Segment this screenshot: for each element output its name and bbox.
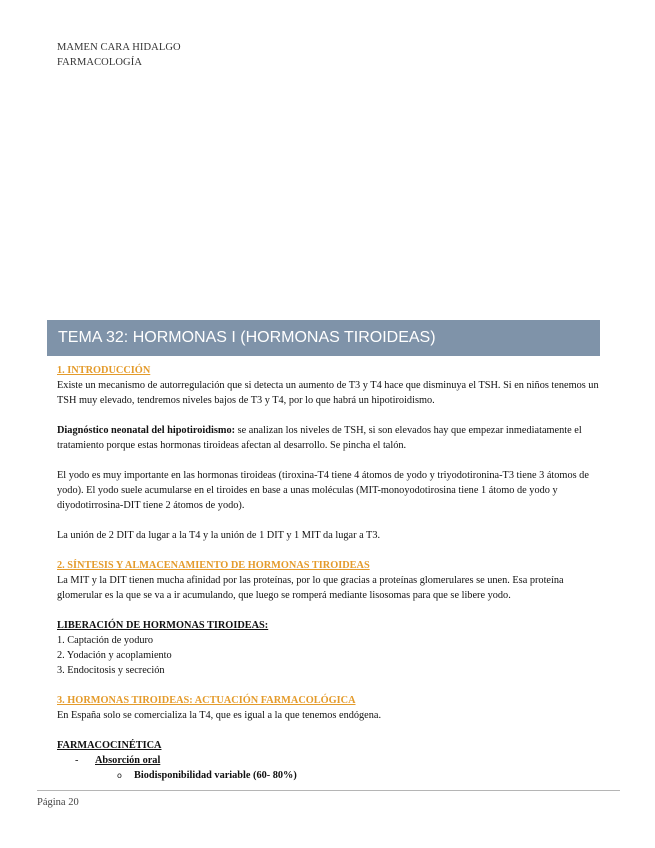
document-body [57,363,603,783]
section-heading-sintesis: 2. SÍNTESIS Y ALMACENAMIENTO DE HORMONAS TIROIDEAS [57,560,370,571]
dash-bullet: - [75,755,79,766]
list-item [57,753,603,768]
paragraph: En España solo se comercializa la T4, que es igual a la que tenemos endógena. [57,710,382,721]
footer-divider [37,790,620,791]
chapter-title: TEMA 32: HORMONAS I (HORMONAS TIROIDEAS) [47,320,600,356]
header-subject: FARMACOLOGÍA [57,57,143,68]
section-heading-actuacion: 3. HORMONAS TIROIDEAS: ACTUACIÓN FARMACOLÓGICA [57,695,356,706]
page-number: Página 20 [37,797,79,808]
paragraph: La MIT y la DIT tienen mucha afinidad por las proteínas, por lo que gracias a proteínas glomerulares se unen. Esa proteína glomerular es la que se va a ir acumulando, que luego se romperá mediante lisosomas para que se libere yodo. [57,575,564,601]
list-item: 3. Endocitosis y secreción [57,665,165,676]
paragraph-text: se analizan los niveles de TSH, si son elevados hay que empezar inmediatamente el tratamiento porque estas hormonas tiroideas afectan al desarrollo. Se pincha el talón. [57,425,582,451]
subheading-liberacion: LIBERACIÓN DE HORMONAS TIROIDEAS: [57,620,269,631]
header-author: MAMEN CARA HIDALGO [57,42,181,53]
subheading-farmacocinetica: FARMACOCINÉTICA [57,740,162,751]
list-item-text: Absorción oral [95,755,161,766]
bold-term: Diagnóstico neonatal del hipotiroidismo: [57,425,236,436]
paragraph: El yodo es muy importante en las hormonas tiroideas (tiroxina-T4 tiene 4 átomos de yodo y triyodotironina-T3 tiene 3 átomos de yodo). El yodo suele acumularse en el tiroides en base a unas moléculas (MIT-monoyodotirosina tiene 1 átomo de yodo y diyodotirrosina-DIT tiene 2 átomos de yodo). [57,470,589,511]
list-item: 1. Captación de yoduro [57,635,154,646]
paragraph [57,423,603,453]
list-item [57,768,603,783]
circle-bullet-icon: o [117,771,122,780]
section-heading-introduccion: 1. INTRODUCCIÓN [57,365,151,376]
page-header [57,40,181,70]
paragraph: La unión de 2 DIT da lugar a la T4 y la unión de 1 DIT y 1 MIT da lugar a T3. [57,530,381,541]
release-steps-list [57,633,603,678]
paragraph: Existe un mecanismo de autorregulación que si detecta un aumento de T3 y T4 hace que disminuya el TSH. Si en niños tenemos un TSH muy elevado, tendremos niveles bajos de T3 y T4, por lo que habrá un hipotiroidismo. [57,380,599,406]
list-item: 2. Yodación y acoplamiento [57,650,172,661]
list-item-text: Biodisponibilidad variable (60- 80%) [134,770,297,781]
